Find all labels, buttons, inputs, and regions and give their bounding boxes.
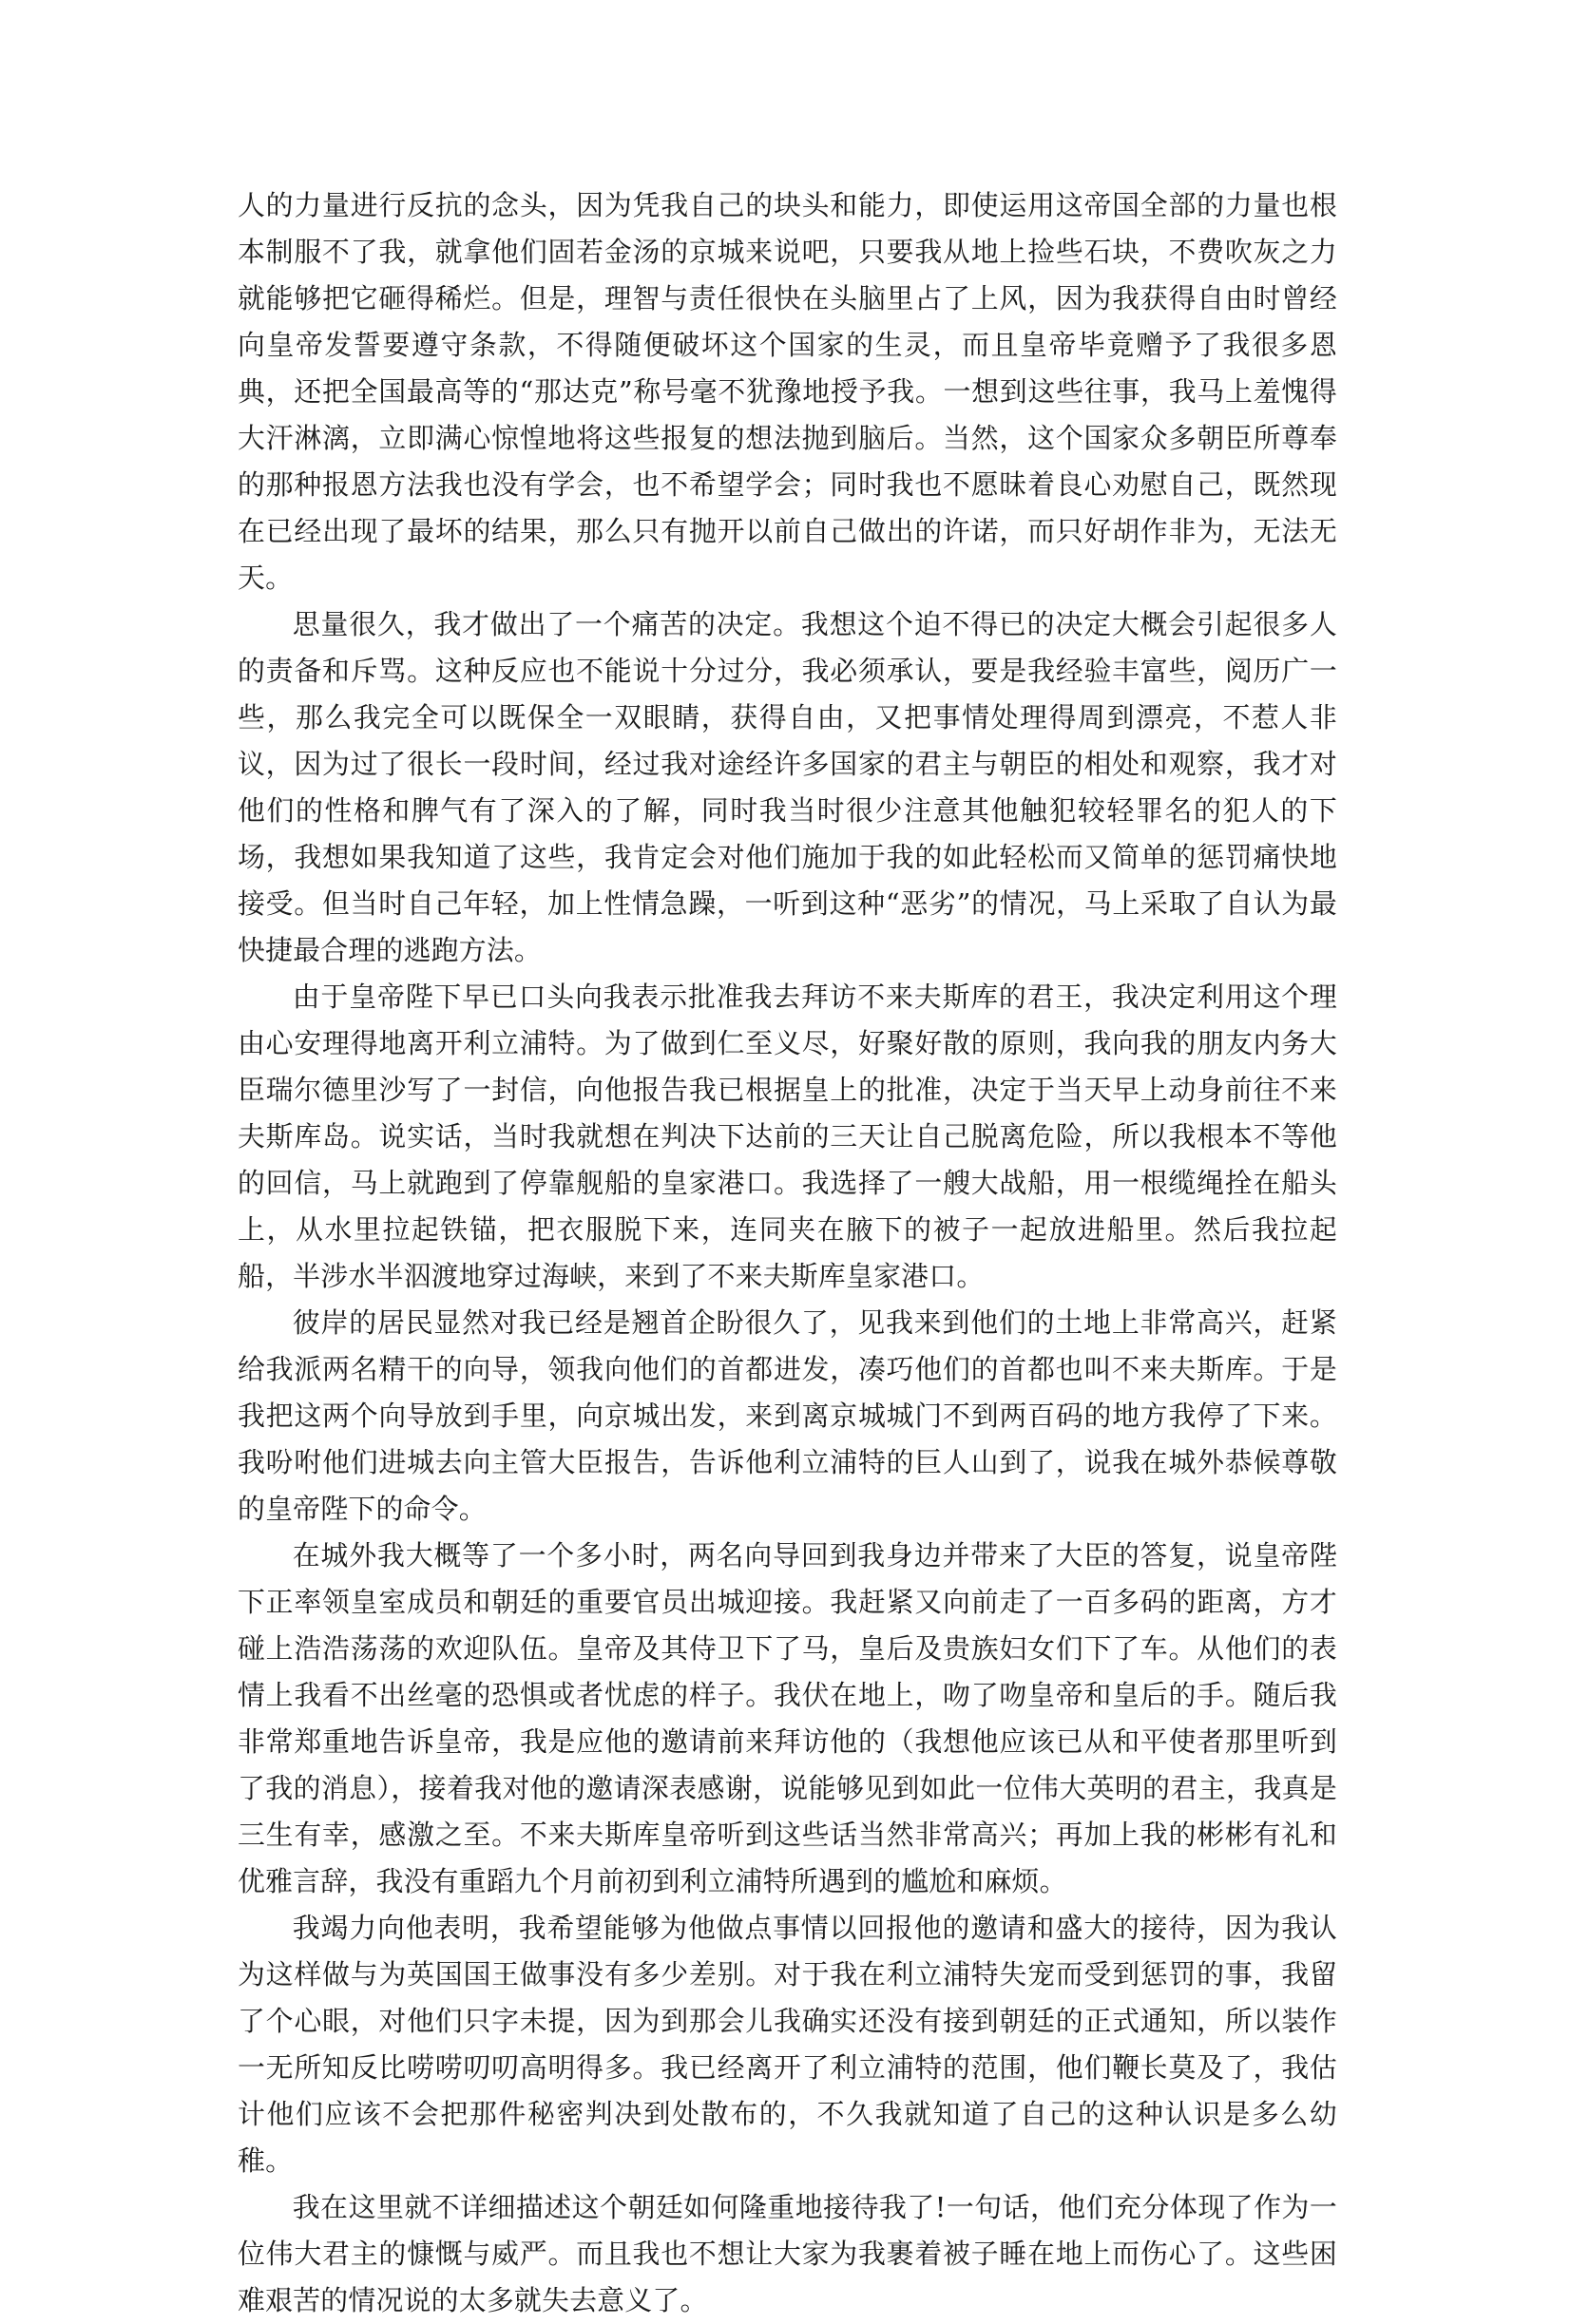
- paragraph-1: 人的力量进行反抗的念头，因为凭我自己的块头和能力，即使运用这帝国全部的力量也根本制服不了我，就拿他们固若金汤的京城来说吧，只要我从地上捡些石块，不费吹灰之力就能够把它砸得稀烂。但是，理智与责任很快在头脑里占了上风，因为我获得自由时曾经向皇帝发誓要遵守条款，不得随便破坏这个国家的生灵，而且皇帝毕竟赠予了我很多恩典，还把全国最高等的“那达克”称号毫不犹豫地授予我。一想到这些往事，我马上羞愧得大汗淋漓，立即满心惊惶地将这些报复的想法抛到脑后。当然，这个国家众多朝臣所尊奉的那种报恩方法我也没有学会，也不希望学会；同时我也不愿昧着良心劝慰自己，既然现在已经出现了最坏的结果，那么只有抛开以前自己做出的许诺，而只好胡作非为，无法无天。: [238, 189, 1337, 594]
- paragraph-6: 我竭力向他表明，我希望能够为他做点事情以回报他的邀请和盛大的接待，因为我认为这样做与为英国国王做事没有多少差别。对于我在利立浦特失宠而受到惩罚的事，我留了个心眼，对他们只字未提，因为到那会儿我确实还没有接到朝廷的正式通知，所以装作一无所知反比唠唠叨叨高明得多。我已经离开了利立浦特的范围，他们鞭长莫及了，我估计他们应该不会把那件秘密判决到处散布的，不久我就知道了自己的这种认识是多么幼稚。: [238, 1912, 1337, 2177]
- paragraph-3: 由于皇帝陛下早已口头向我表示批准我去拜访不来夫斯库的君王，我决定利用这个理由心安理得地离开利立浦特。为了做到仁至义尽，好聚好散的原则，我向我的朋友内务大臣瑞尔德里沙写了一封信，向他报告我已根据皇上的批准，决定于当天早上动身前往不来夫斯库岛。说实话，当时我就想在判决下达前的三天让自己脱离危险，所以我根本不等他的回信，马上就跑到了停靠舰船的皇家港口。我选择了一艘大战船，用一根缆绳拴在船头上，从水里拉起铁锚，把衣服脱下来，连同夹在腋下的被子一起放进船里。然后我拉起船，半涉水半泅渡地穿过海峡，来到了不来夫斯库皇家港口。: [238, 981, 1337, 1292]
- document-body: [238, 182, 1337, 2324]
- paragraph-4: 彼岸的居民显然对我已经是翘首企盼很久了，见我来到他们的土地上非常高兴，赶紧给我派两名精干的向导，领我向他们的首都进发，凑巧他们的首都也叫不来夫斯库。于是我把这两个向导放到手里，向京城出发，来到离京城城门不到两百码的地方我停了下来。我吩咐他们进城去向主管大臣报告，告诉他利立浦特的巨人山到了，说我在城外恭候尊敬的皇帝陛下的命令。: [238, 1306, 1337, 1525]
- paragraph-5: 在城外我大概等了一个多小时，两名向导回到我身边并带来了大臣的答复，说皇帝陛下正率领皇室成员和朝廷的重要官员出城迎接。我赶紧又向前走了一百多码的距离，方才碰上浩浩荡荡的欢迎队伍。皇帝及其侍卫下了马，皇后及贵族妇女们下了车。从他们的表情上我看不出丝毫的恐惧或者忧虑的样子。我伏在地上，吻了吻皇帝和皇后的手。随后我非常郑重地告诉皇帝，我是应他的邀请前来拜访他的（我想他应该已从和平使者那里听到了我的消息），接着我对他的邀请深表感谢，说能够见到如此一位伟大英明的君主，我真是三生有幸，感激之至。不来夫斯库皇帝听到这些话当然非常高兴；再加上我的彬彬有礼和优雅言辞，我没有重蹈九个月前初到利立浦特所遇到的尴尬和麻烦。: [238, 1539, 1337, 1897]
- paragraph-7: 我在这里就不详细描述这个朝廷如何隆重地接待我了!一句话，他们充分体现了作为一位伟大君主的慷慨与威严。而且我也不想让大家为我裹着被子睡在地上而伤心了。这些困难艰苦的情况说的太多就失去意义了。: [238, 2191, 1337, 2316]
- paragraph-2: 思量很久，我才做出了一个痛苦的决定。我想这个迫不得已的决定大概会引起很多人的责备和斥骂。这种反应也不能说十分过分，我必须承认，要是我经验丰富些，阅历广一些，那么我完全可以既保全一双眼睛，获得自由，又把事情处理得周到漂亮，不惹人非议，因为过了很长一段时间，经过我对途经许多国家的君主与朝臣的相处和观察，我才对他们的性格和脾气有了深入的了解，同时我当时很少注意其他触犯较轻罪名的犯人的下场，我想如果我知道了这些，我肯定会对他们施加于我的如此轻松而又简单的惩罚痛快地接受。但当时自己年轻，加上性情急躁，一听到这种“恶劣”的情况，马上采取了自认为最快捷最合理的逃跑方法。: [238, 608, 1337, 966]
